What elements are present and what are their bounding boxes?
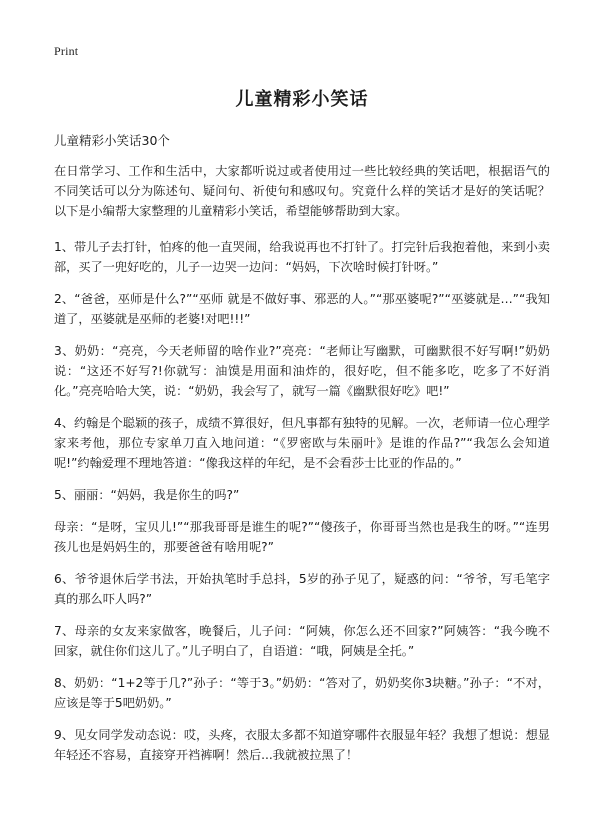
- joke-paragraph-5-continued: 母亲：“是呀，宝贝儿!”“那我哥哥是谁生的呢?”“傻孩子，你哥哥当然也是我生的呀。”“连男孩儿也是妈妈生的，那要爸爸有啥用呢?”: [54, 520, 550, 554]
- print-label[interactable]: Print: [54, 44, 79, 58]
- joke-paragraph-6: 6、爷爷退休后学书法，开始执笔时手总抖，5岁的孙子见了，疑惑的问：“爷爷，写毛笔字真的那么吓人吗?”: [54, 572, 550, 606]
- joke-paragraph-3: 3、奶奶：“亮亮，今天老师留的啥作业?”亮亮：“老师让写幽默，可幽默很不好写啊!”奶奶说：“这还不好写?!你就写：油馍是用面和油炸的，很好吃，但不能多吃，吃多了不好消化。”亮亮哈哈大笑，说：“奶奶，我会写了，就写一篇《幽默很好吃》吧!”: [54, 344, 550, 398]
- joke-paragraph-8: 8、奶奶：“1+2等于几?”孙子：“等于3。”奶奶：“答对了，奶奶奖你3块糖。”孙子：“不对，应该是等于5吧奶奶。”: [54, 676, 550, 710]
- page-title: 儿童精彩小笑话: [235, 89, 369, 110]
- joke-paragraph-4: 4、约翰是个聪颖的孩子，成绩不算很好，但凡事都有独特的见解。一次，老师请一位心理学家来考他，那位专家单刀直入地问道：“《罗密欧与朱丽叶》是谁的作品?”“我怎么会知道呢!”约翰爱理不理地答道：“像我这样的年纪，是不会看莎士比亚的作品的。”: [54, 416, 550, 470]
- intro-paragraph: 在日常学习、工作和生活中，大家都听说过或者使用过一些比较经典的笑话吧，根据语气的不同笑话可以分为陈述句、疑问句、祈使句和感叹句。究竟什么样的笑话才是好的笑话呢？以下是小编帮大家整理的儿童精彩小笑话，希望能够帮助到大家。: [54, 164, 550, 218]
- joke-paragraph-5: 5、丽丽：“妈妈，我是你生的吗?”: [54, 488, 240, 502]
- joke-paragraph-1: 1、带儿子去打针，怕疼的他一直哭闹，给我说再也不打针了。打完针后我抱着他，来到小卖部，买了一兜好吃的，儿子一边哭一边问：“妈妈，下次啥时候打针呀。”: [54, 240, 550, 274]
- article-subtitle: 儿童精彩小笑话30个: [54, 133, 170, 148]
- joke-paragraph-2: 2、“爸爸，巫师是什么?”“巫师 就是不做好事、邪恶的人。”“那巫婆呢?”“巫婆就是…”“我知道了，巫婆就是巫师的老婆!对吧!!!”: [54, 292, 550, 326]
- joke-paragraph-7: 7、母亲的女友来家做客，晚餐后，儿子问：“阿姨，你怎么还不回家?”阿姨答：“我今晚不回家，就住你们这儿了。”儿子明白了，自语道：“哦，阿姨是全托。”: [54, 624, 550, 658]
- joke-paragraph-9: 9、见女同学发动态说：哎，头疼，衣服太多都不知道穿哪件衣服显年轻？我想了想说：想显年轻还不容易，直接穿开裆裤啊！然后...我就被拉黑了！: [54, 728, 550, 762]
